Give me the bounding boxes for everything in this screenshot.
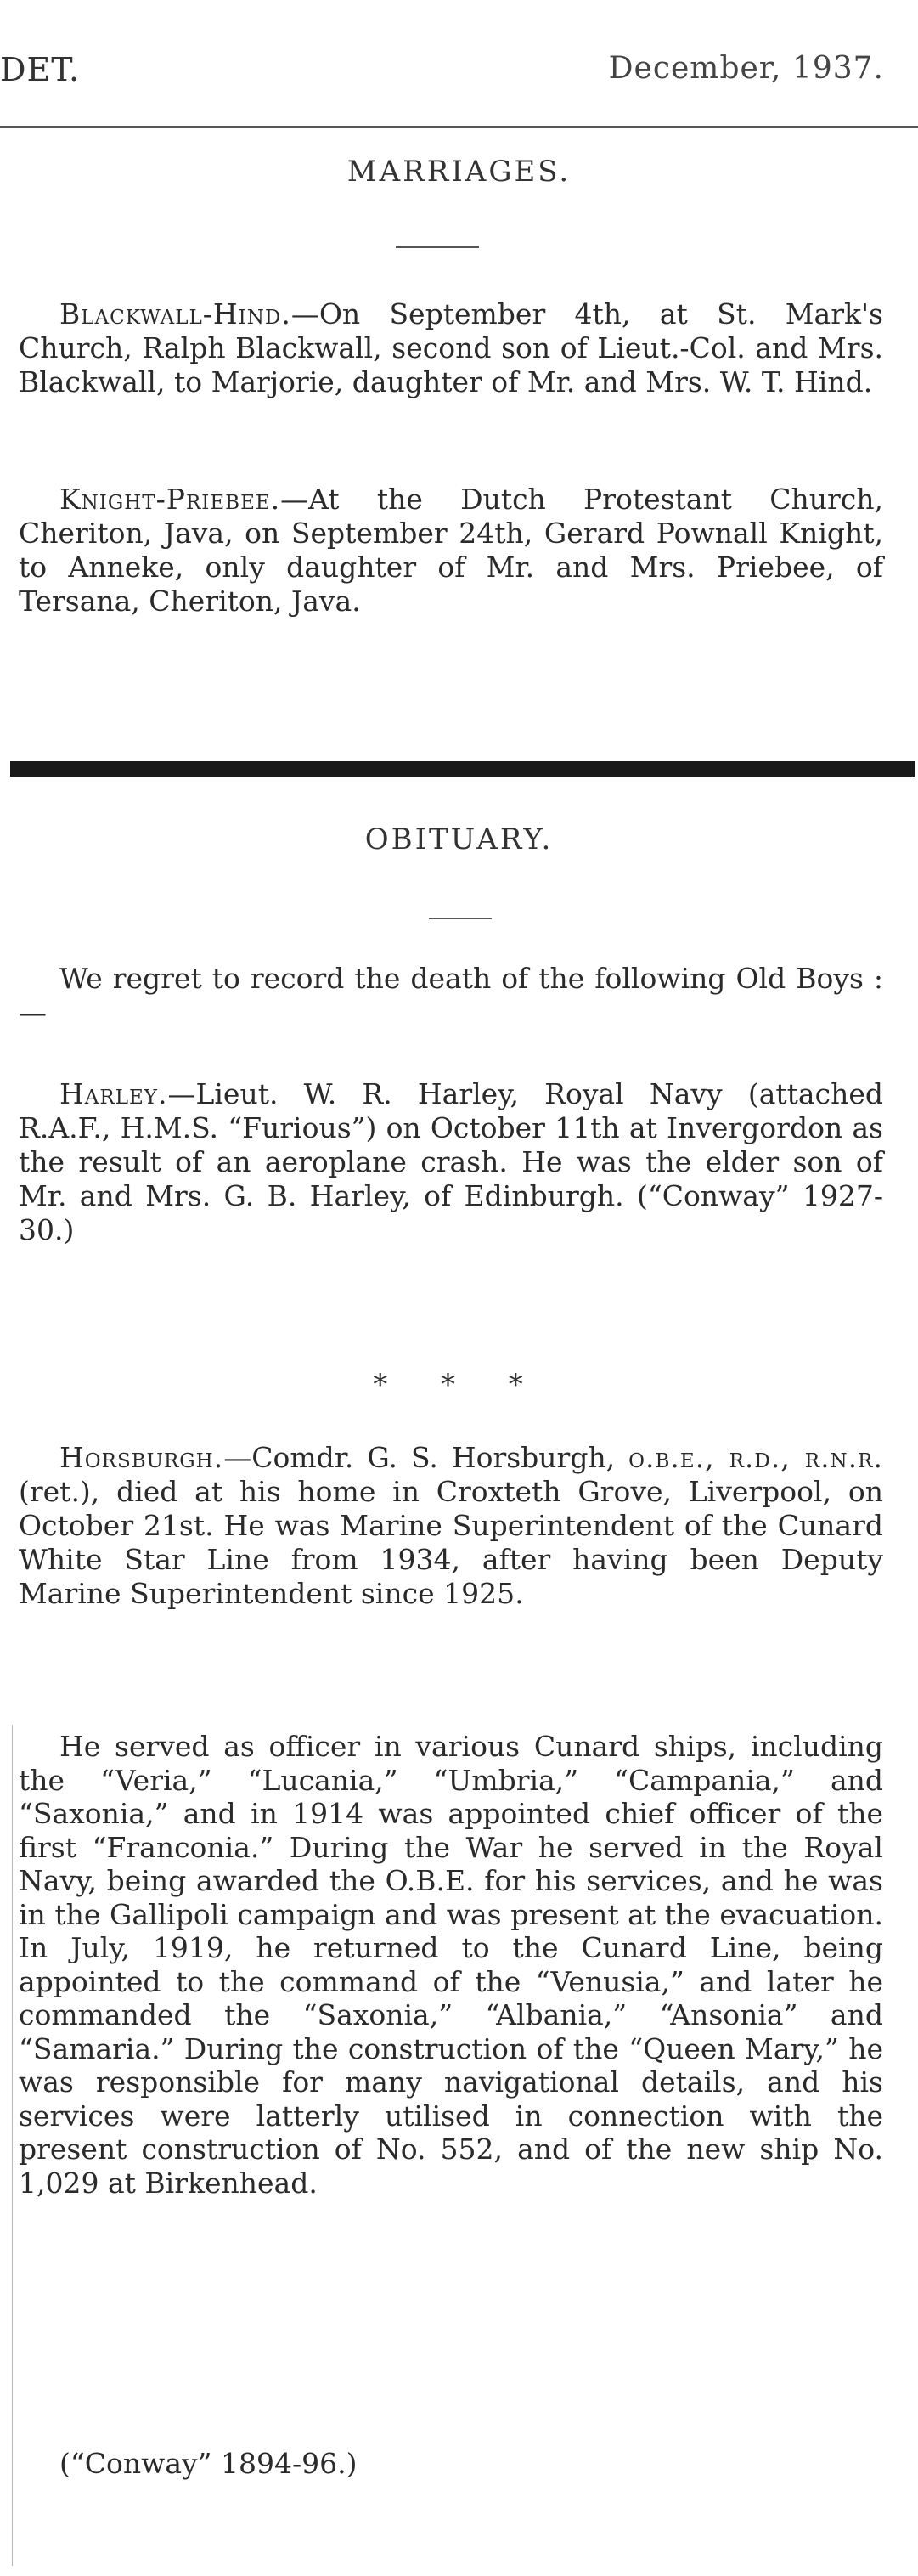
marriage-entry-knight-priebee [19,483,883,619]
marriages-heading: MARRIAGES. [346,155,572,189]
marriage-text: —At the Dutch Protestant Church, Cheriton, Java, on September 24th, Gerard Pownall Knight, to Anneke, only daughter of Mr. and Mrs. Priebee, of Tersana, Cheriton, Java. [19,483,883,618]
marriage-surnames: Blackwall-Hind. [59,297,291,330]
section-divider-bar [10,761,915,777]
running-header-left: DET. [0,51,81,88]
marriages-divider [396,246,479,248]
issue-date: December, 1937. [608,51,884,86]
obituary-text: —Comdr. G. S. Horsburgh, [223,1441,629,1474]
marriage-entry-blackwall-hind [19,297,883,399]
honours-postnominals: o.b.e., r.d., r.n.r. [628,1441,883,1474]
obituary-career-paragraph: He served as officer in various Cunard ships, including the “Veria,” “Lucania,” “Umbria,” “Campania,” and “Saxonia,” and in 1914 was appointed chief officer of the first “Franconia.” During the War he served in the Royal Navy, being awarded the O.B.E. for his services, and he was in the Gallipoli campaign and was present at the evacuation. In July, 1919, he returned to the Cunard Line, being appointed to the command of the “Venusia,” and later he commanded the “Saxonia,” “Albania,” “Ansonia” and “Samaria.” During the construction of the “Queen Mary,” he was responsible for many navigational details, and his services were latterly utilised in connection with the present construction of No. 552, and of the new ship No. 1,029 at Birkenhead. [19,1730,883,2200]
header-rule [0,126,918,128]
obituary-divider [429,918,492,919]
obituary-entry-horsburgh [19,1441,883,1611]
obituary-entry-harley [19,1077,883,1247]
obituary-text: —Lieut. W. R. Harley, Royal Navy (attached R.A.F., H.M.S. “Furious”) on October 11th at Invergordon as the result of an aeroplane crash. He was the elder son of Mr. and Mrs. G. B. Harley, of Edinburgh. (“Conway” 1927-30.) [19,1077,883,1246]
marriage-text: —On September 4th, at St. Mark's Church, Ralph Blackwall, second son of Lieut.-Col. and Mrs. Blackwall, to Marjorie, daughter of Mr. and Mrs. W. T. Hind. [19,297,883,398]
margin-line [12,1725,13,2566]
obituary-intro: We regret to record the death of the following Old Boys :— [19,962,883,1029]
obituary-heading: OBITUARY. [364,822,554,856]
conway-years: (“Conway” 1894-96.) [59,2447,358,2480]
asterisk-separator: * * * [373,1368,545,1402]
obituary-surname: Horsburgh. [59,1441,224,1474]
obituary-text-continued: (ret.), died at his home in Croxteth Grove, Liverpool, on October 21st. He was Marine Superintendent of the Cunard White Star Line from 1934, after having been Deputy Marine Superintendent since 1925. [19,1475,883,1610]
obituary-surname: Harley. [59,1077,168,1110]
marriage-surnames: Knight-Priebee. [59,483,281,516]
